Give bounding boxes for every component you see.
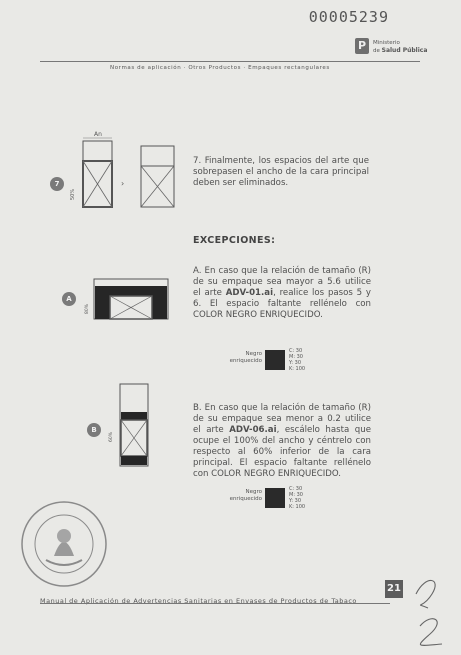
swatch-a-color [265, 350, 285, 370]
swatch-b-label-2: enriquecido [229, 496, 262, 502]
exception-a-rest: , realice los pasos 5 y 6. El espacio faltante rellénelo con COLOR NEGRO ENRIQUECIDO. [193, 288, 371, 320]
cmyk-m: M: 30 [289, 354, 303, 360]
swatch-b-label-1: Negro [245, 489, 262, 495]
arrow-icon: › [121, 179, 125, 188]
exception-a-text [193, 266, 371, 321]
exception-b-intro: B. En caso que la relación de tamaño (R) de su empaque sea menor a 0.2 utilice el arte [193, 403, 371, 435]
dim-top-label: An [94, 131, 102, 138]
exception-a-file: ADV-01.ai [225, 288, 274, 298]
logo-line-3: Salud Pública [381, 47, 428, 54]
cmyk-k: K: 100 [289, 366, 306, 372]
dim-side-label-b: 60% [109, 431, 114, 442]
footer-rule [40, 603, 390, 604]
cmyk-m: M: 30 [289, 492, 303, 498]
exception-a-badge: A [62, 292, 76, 306]
ministry-logo-mark: P [355, 38, 369, 54]
exception-b-file: ADV-06.ai [229, 425, 277, 435]
exception-b-diagram [106, 382, 152, 468]
swatch-a-label-1: Negro [245, 351, 262, 357]
header-rule [40, 61, 420, 62]
cmyk-y: Y: 30 [289, 360, 302, 366]
exception-b-text [193, 403, 371, 480]
swatch-b-label [222, 489, 262, 503]
step-7-text: 7. Finalmente, los espacios del arte que sobrepasen el ancho de la cara principal deben ser eliminados. [193, 156, 369, 188]
page-number: 21 [385, 580, 403, 598]
folio-number: 00005239 [308, 8, 389, 26]
swatch-b-cmyk [289, 486, 305, 510]
ministry-logo-text [373, 40, 427, 55]
logo-line-2: de [373, 48, 380, 54]
swatch-a-cmyk [289, 348, 305, 372]
footer-text: Manual de Aplicación de Advertencias Sanitarias en Envases de Productos de Tabaco [40, 597, 357, 605]
step-7-badge: 7 [50, 177, 64, 191]
swatch-b-color [265, 488, 285, 508]
swatch-a-label-2: enriquecido [229, 358, 262, 364]
exceptions-heading: EXCEPCIONES: [193, 235, 276, 246]
cmyk-k: K: 100 [289, 504, 306, 510]
cmyk-c: C: 30 [289, 486, 303, 492]
breadcrumb: Normas de aplicación · Otros Productos · Empaques rectangulares [110, 65, 330, 71]
handwritten-signature [408, 572, 452, 652]
exception-b-badge: B [87, 423, 101, 437]
swatch-a-label [222, 351, 262, 365]
exception-a-diagram [80, 276, 170, 324]
logo-line-1: Ministerio [373, 40, 400, 46]
exception-a-intro: A. En caso que la relación de tamaño (R) de su empaque sea mayor a 5.6 utilice el arte [193, 266, 371, 298]
official-seal-stamp [18, 498, 110, 590]
dim-side-label-a: 80% [85, 303, 90, 314]
exception-b-rest: , escálelo hasta que ocupe el 100% del ancho y céntrelo con respecto al 60% inferior de la cara principal. El espacio faltante rellénelo con COLOR NEGRO ENRIQUECIDO. [193, 425, 371, 479]
step-7-diagram [68, 128, 188, 210]
cmyk-c: C: 30 [289, 348, 303, 354]
cmyk-y: Y: 30 [289, 498, 302, 504]
dim-side-label: 50% [70, 188, 76, 200]
